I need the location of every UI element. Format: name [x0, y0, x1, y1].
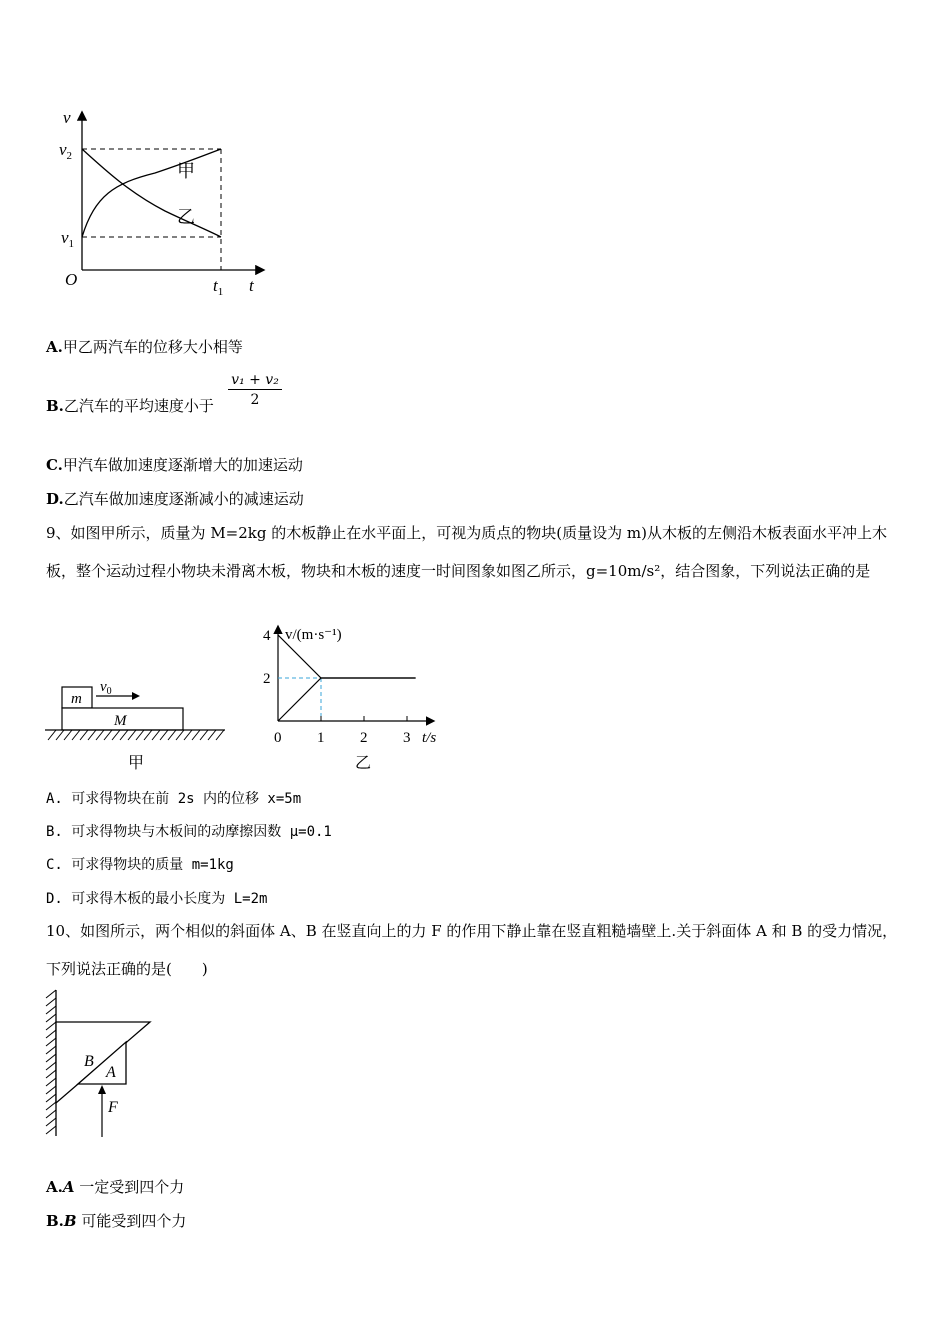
q8-curve-jia-label: 甲	[177, 161, 195, 181]
ground-hatching	[48, 730, 224, 740]
force-F-label: F	[108, 1099, 118, 1116]
q9-option-d: D. 可求得木板的最小长度为 L=2m	[46, 891, 268, 907]
chart-y-axis-label: v/(m·s⁻¹)	[285, 627, 342, 643]
q8-option-d: D.乙汽车做加速度逐渐减小的减速运动	[46, 490, 304, 508]
y-tick-label: 2	[263, 671, 271, 687]
fraction-denominator: 2	[250, 392, 260, 408]
q8-curve-jia	[82, 149, 221, 237]
fig-yi-caption: 乙	[355, 755, 372, 772]
q9-fig-jia	[40, 672, 240, 777]
chart-x-axis-label: t/s	[422, 730, 437, 746]
q8-curve-yi	[82, 149, 221, 237]
q10-figure	[38, 988, 168, 1140]
x-tick-label: 1	[317, 730, 325, 746]
y-tick-label: 4	[263, 628, 271, 644]
q10-option-b: B.B 可能受到四个力	[46, 1212, 187, 1230]
board-M-label: M	[114, 713, 127, 729]
series-line-board	[278, 678, 416, 721]
x-tick-label: 3	[403, 730, 411, 746]
wall-hatching	[46, 990, 56, 1134]
q8-option-c: C.甲汽车做加速度逐渐增大的加速运动	[46, 456, 303, 474]
block-m-label: m	[71, 691, 82, 707]
q9-option-c: C. 可求得物块的质量 m=1kg	[46, 857, 234, 873]
q10-option-a: A.A 一定受到四个力	[46, 1178, 185, 1196]
velocity-arrow-head	[132, 692, 140, 700]
wedge-A-label: A	[106, 1064, 116, 1081]
q8-origin-label: O	[65, 270, 78, 289]
q9-option-b: B. 可求得物块与木板间的动摩擦因数 μ=0.1	[46, 824, 332, 840]
q9-fig-yi-chart	[255, 622, 455, 772]
q8-v-axis-label: v	[63, 108, 71, 127]
q9-stem: 9、如图甲所示，质量为 M=2kg 的木板静止在水平面上，可视为质点的物块(质量设为 m)从木板的左侧沿木板表面水平冲上木板，整个运动过程小物块未滑离木板，物块和木板的速度一时间图象如图乙所示，g=10m/s²，结合图象，下列说法正确的是	[46, 524, 887, 580]
q10-stem: 10、如图所示，两个相似的斜面体 A、B 在竖直向上的力 F 的作用下静止靠在竖直粗糙墙壁上.关于斜面体 A 和 B 的受力情况，下列说法正确的是( )	[46, 922, 898, 978]
q8-t1-label: $t_1$	[213, 276, 224, 298]
q8-option-b-fraction	[228, 372, 282, 408]
fig-jia-caption: 甲	[128, 755, 145, 772]
x-tick-label: 2	[360, 730, 368, 746]
fraction-numerator: v₁ + v₂	[228, 372, 282, 390]
q8-v1-label: $v_1$	[61, 228, 75, 250]
q8-vt-figure	[55, 105, 275, 300]
q8-v2-label: $v_2$	[59, 140, 73, 162]
wedge-B-label: B	[84, 1053, 94, 1070]
q8-t-axis-label: t	[249, 276, 254, 295]
q8-curve-yi-label: 乙	[177, 207, 195, 227]
velocity-label: $v_0$	[100, 679, 112, 697]
q8-option-a: A.甲乙两汽车的位移大小相等	[46, 338, 243, 356]
x-tick-label: 0	[274, 730, 282, 746]
force-F-arrow-head	[98, 1085, 106, 1094]
q8-option-b: B.乙汽车的平均速度小于	[46, 397, 214, 415]
q9-option-a: A. 可求得物块在前 2s 内的位移 x=5m	[46, 791, 302, 807]
